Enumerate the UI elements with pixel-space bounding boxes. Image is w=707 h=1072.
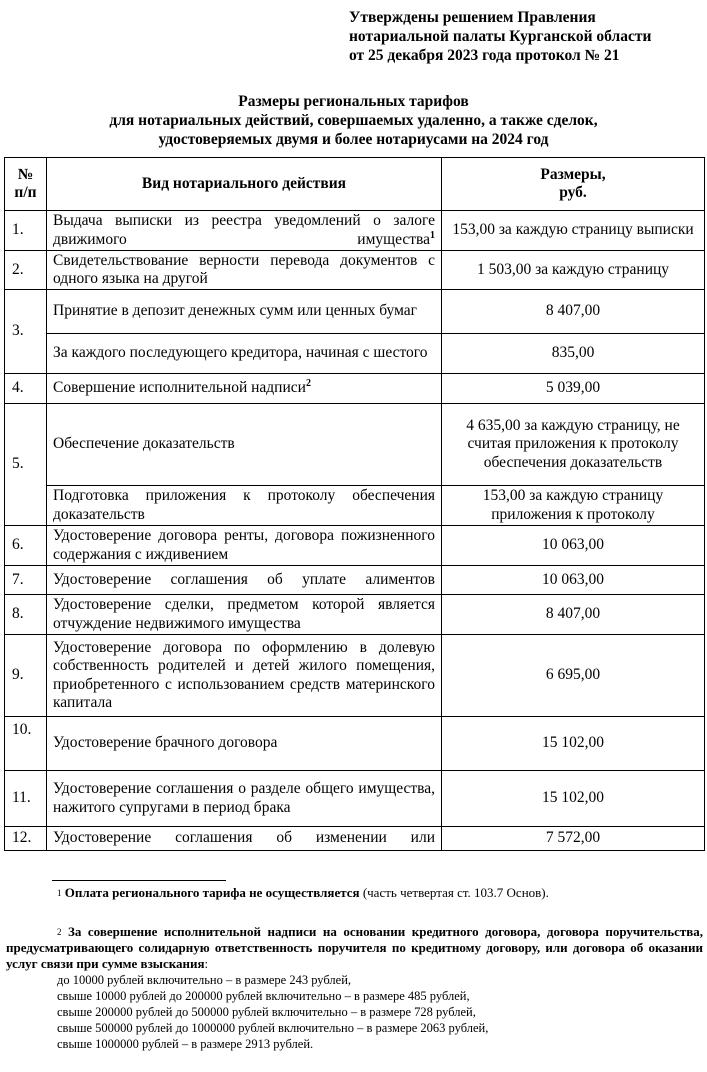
row-price: 7 572,00 [442,827,705,851]
footnote-mark: 1 [57,888,62,898]
table-row [5,717,705,771]
row-price: 10 063,00 [442,566,705,595]
tariff-table [4,157,705,851]
table-header-row [5,158,705,211]
table-row [5,827,705,851]
footnote-ref: 2 [305,378,311,390]
row-num: 12. [5,827,47,851]
document-title [0,92,707,149]
row-price: 835,00 [442,334,705,374]
fee-line: свыше 1000000 рублей – в размере 2913 рублей. [57,1037,314,1051]
row-num: 4. [5,374,47,404]
row-num: 2. [5,251,47,290]
row-price: 5 039,00 [442,374,705,404]
table-row [5,486,705,526]
fee-line: свыше 500000 рублей до 1000000 рублей включительно – в размере 2063 рублей, [57,1021,489,1035]
approval-line: от 25 декабря 2023 года протокол № 21 [349,47,620,64]
table-row [5,251,705,290]
row-num: 6. [5,526,47,566]
row-action: Выдача выписки из реестра уведомлений о залоге движимого имущества$^1$ [47,211,442,251]
row-action: Свидетельствование верности перевода документов с одного языка на другой [47,251,442,290]
footnote-separator [52,880,226,881]
table-row [5,334,705,374]
title-line: удостоверяемых двумя и более нотариусами на 2024 год [158,131,549,148]
table-row [5,290,705,334]
row-price: 1 503,00 за каждую страницу [442,251,705,290]
row-action: Удостоверение соглашения об изменении или [47,827,442,851]
table-row [5,374,705,404]
row-action: Удостоверение договора ренты, договора пожизненного содержания с иждивением [47,526,442,566]
fee-line: свыше 10000 рублей до 200000 рублей включительно – в размере 485 рублей, [57,989,470,1003]
table-row [5,635,705,717]
row-action: Подготовка приложения к протоколу обеспечения доказательств [47,486,442,526]
row-action: Удостоверение договора по оформлению в долевую собственность родителей и детей жилого помещения, приобретенного с использованием средств материнского капитала [47,635,442,717]
row-num: 5. [5,404,47,526]
row-price: 153,00 за каждую страницу выписки [442,211,705,251]
row-num: 9. [5,635,47,717]
fee-line: свыше 200000 рублей до 500000 рублей включительно – в размере 728 рублей, [57,1005,476,1019]
table-row [5,771,705,827]
footnote-text: : [204,956,209,971]
row-action: Удостоверение сделки, предметом которой является отчуждение недвижимого имущества [47,595,442,635]
table-row [5,526,705,566]
fee-line: до 10000 рублей включительно – в размере 243 рублей, [57,973,352,987]
header-num: № п/п [5,158,47,211]
header-action: Вид нотариального действия [47,158,442,211]
row-action: Удостоверение соглашения об уплате алиментов [47,566,442,595]
footnote-bold-text: За совершение исполнительной надписи на основании кредитного договора, договора поручительства, предусматривающего солидарную ответственность поручителя по кредитному договору, или договора об оказании услуг связи при сумме взыскания [6,924,704,971]
row-num: 1. [5,211,47,251]
row-price: 15 102,00 [442,771,705,827]
footnote-text: (часть четвертая ст. 103.7 Основ). [359,885,549,900]
approval-line: нотариальной палаты Курганской области [349,28,652,45]
footnote-mark: 2 [57,927,62,937]
row-price: 8 407,00 [442,595,705,635]
row-action: Обеспечение доказательств [47,404,442,486]
row-num: 11. [5,771,47,827]
row-num: 10. [5,717,47,771]
table-row [5,211,705,251]
footnote-bold-text: Оплата регионального тарифа не осуществляется [64,885,360,900]
footnote-2-head [6,924,703,972]
header-price: Размеры, руб. [442,158,705,211]
approval-line: Утверждены решением Правления [349,9,596,26]
approval-header [349,8,703,65]
footnote-ref: 1 [430,229,435,241]
title-line: Размеры региональных тарифов [238,93,469,110]
table-row [5,566,705,595]
row-price: 10 063,00 [442,526,705,566]
table-row [5,404,705,486]
footnote-2 [6,924,703,1052]
row-action: За каждого последующего кредитора, начиная с шестого [47,334,442,374]
row-price: 4 635,00 за каждую страницу, не считая приложения к протоколу обеспечения доказательств [442,404,705,486]
row-num: 3. [5,290,47,374]
title-line: для нотариальных действий, совершаемых удаленно, а также сделок, [109,112,598,129]
row-action: Принятие в депозит денежных сумм или ценных бумаг [47,290,442,334]
row-price: 15 102,00 [442,717,705,771]
footnote-1 [57,885,697,901]
row-price: 6 695,00 [442,635,705,717]
row-price: 8 407,00 [442,290,705,334]
row-action: Удостоверение соглашения о разделе общего имущества, нажитого супругами в период брака [47,771,442,827]
row-price: 153,00 за каждую страницу приложения к протоколу [442,486,705,526]
table-row [5,595,705,635]
row-action: Совершение исполнительной надписи$^2$ [47,374,442,404]
row-action: Удостоверение брачного договора [47,717,442,771]
row-num: 8. [5,595,47,635]
row-num: 7. [5,566,47,595]
